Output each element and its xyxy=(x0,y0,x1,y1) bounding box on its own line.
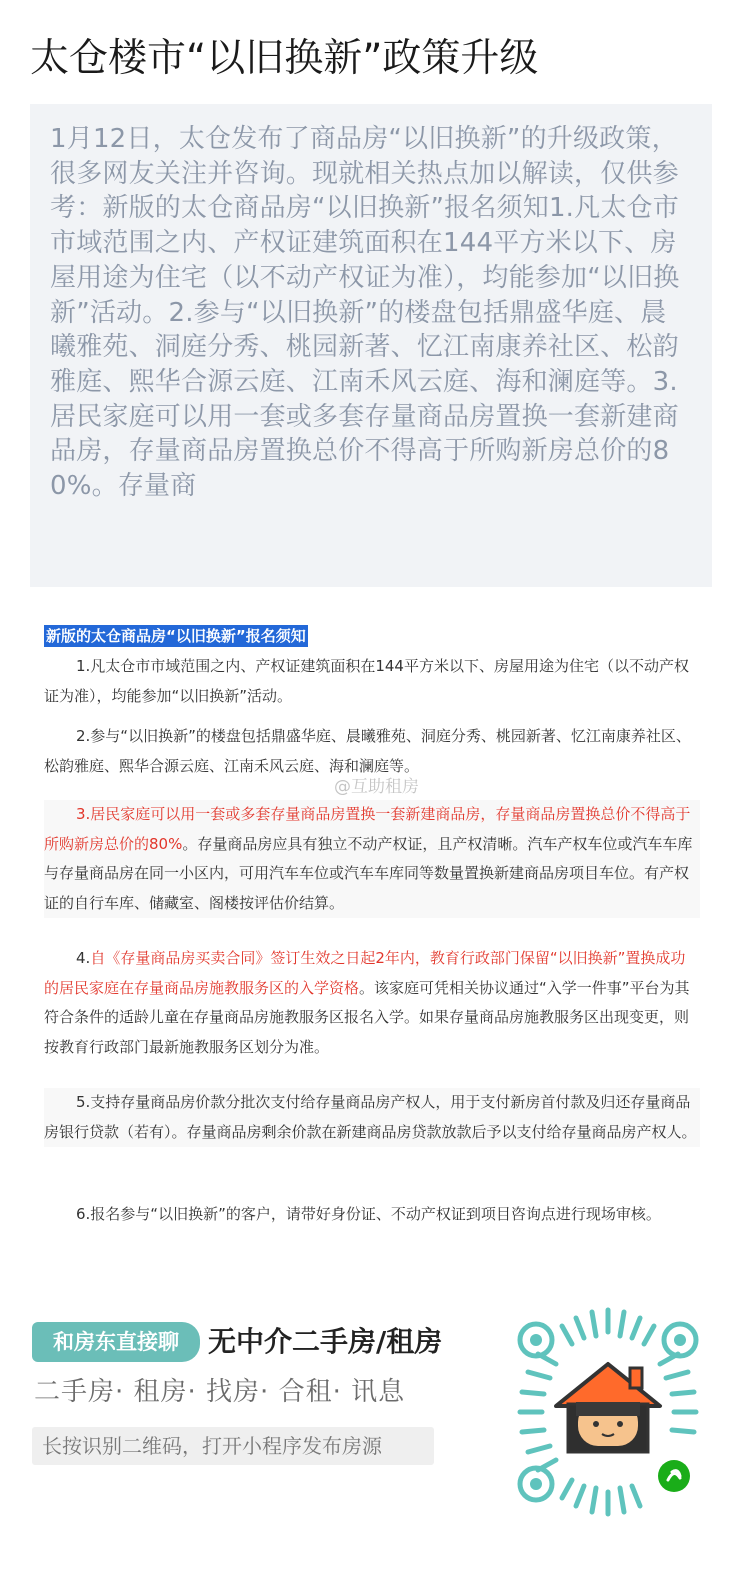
ad-tags: 二手房· 租房· 找房· 合租· 讯息 xyxy=(34,1377,406,1407)
watermark: @互助租房 xyxy=(334,777,419,797)
notice-item-1: 1.凡太仓市市域范围之内、产权证建筑面积在144平方米以下、房屋用途为住宅（以不动产权证为准），均能参加“以旧换新”活动。 xyxy=(44,657,689,705)
notice-item-4 xyxy=(44,944,700,1062)
notice-item-2: 2.参与“以旧换新”的楼盘包括鼎盛华庭、晨曦雅苑、洞庭分秀、桃园新著、忆江南康养社区、松韵雅庭、熙华合源云庭、江南禾风云庭、海和澜庭等。 xyxy=(44,727,691,775)
notice-item-6: 6.报名参与“以旧换新”的客户，请带好身份证、不动产权证到项目咨询点进行现场审核。 xyxy=(76,1205,661,1223)
notice-item-4-rest: 。该家庭可凭相关协议通过“入学一件事”平台为其符合条件的适龄儿童在存量商品房施教服务区报名入学。如果存量商品房施教服务区出现变更，则按教育行政部门最新施教服务区划分为准。 xyxy=(44,978,690,1056)
notice-image xyxy=(44,622,704,1267)
notice-item-5: 5.支持存量商品房价款分批次支付给存量商品房产权人，用于支付新房首付款及归还存量商品房银行贷款（若有）。存量商品房剩余价款在新建商品房贷款放款后予以支付给存量商品房产权人。 xyxy=(44,1088,700,1147)
summary-text: 1月12日，太仓发布了商品房“以旧换新”的升级政策，很多网友关注并咨询。现就相关热点加以解读，仅供参考：新版的太仓商品房“以旧换新”报名须知1.凡太仓市市域范围之内、产权证建筑面积在144平方米以下、房屋用途为住宅（以不动产权证为准），均能参加“以旧换新”活动。2.参与“以旧换新”的楼盘包括鼎盛华庭、晨曦雅苑、洞庭分秀、桃园新著、忆江南康养社区、松韵雅庭、熙华合源云庭、江南禾风云庭、海和澜庭等。3.居民家庭可以用一套或多套存量商品房置换一套新建商品房，存量商品房置换总价不得高于所购新房总价的80%。存量商 xyxy=(50,124,680,502)
article-title: 太仓楼市“以旧换新”政策升级 xyxy=(30,36,539,81)
qr-code-icon[interactable] xyxy=(498,1302,718,1522)
notice-heading: 新版的太仓商品房“以旧换新”报名须知 xyxy=(46,627,306,645)
ad-headline: 无中介二手房/租房 xyxy=(208,1325,443,1358)
notice-item-4-number: 4. xyxy=(76,949,91,967)
ad-hint: 长按识别二维码，打开小程序发布房源 xyxy=(32,1427,434,1465)
ad-pill: 和房东直接聊 xyxy=(32,1322,200,1362)
notice-item-3-highlight: 3.居民家庭可以用一套或多套存量商品房置换一套新建商品房，存量商品房置换总价不得高于所购新房总价的80% xyxy=(44,805,691,853)
notice-item-4-highlight: 自《存量商品房买卖合同》签订生效之日起2年内，教育行政部门保留“以旧换新”置换成功的居民家庭在存量商品房施教服务区的入学资格 xyxy=(44,949,686,997)
summary-box xyxy=(30,104,712,587)
mini-program-ad[interactable] xyxy=(0,1290,750,1588)
notice-item-3 xyxy=(44,800,700,918)
notice-item-3-rest: 。存量商品房应具有独立不动产权证，且产权清晰。汽车产权车位或汽车车库与存量商品房在同一小区内，可用汽车车位或汽车车库同等数量置换新建商品房项目车位。有产权证的自行车库、储藏室、阁楼按评估价结算。 xyxy=(44,834,693,912)
